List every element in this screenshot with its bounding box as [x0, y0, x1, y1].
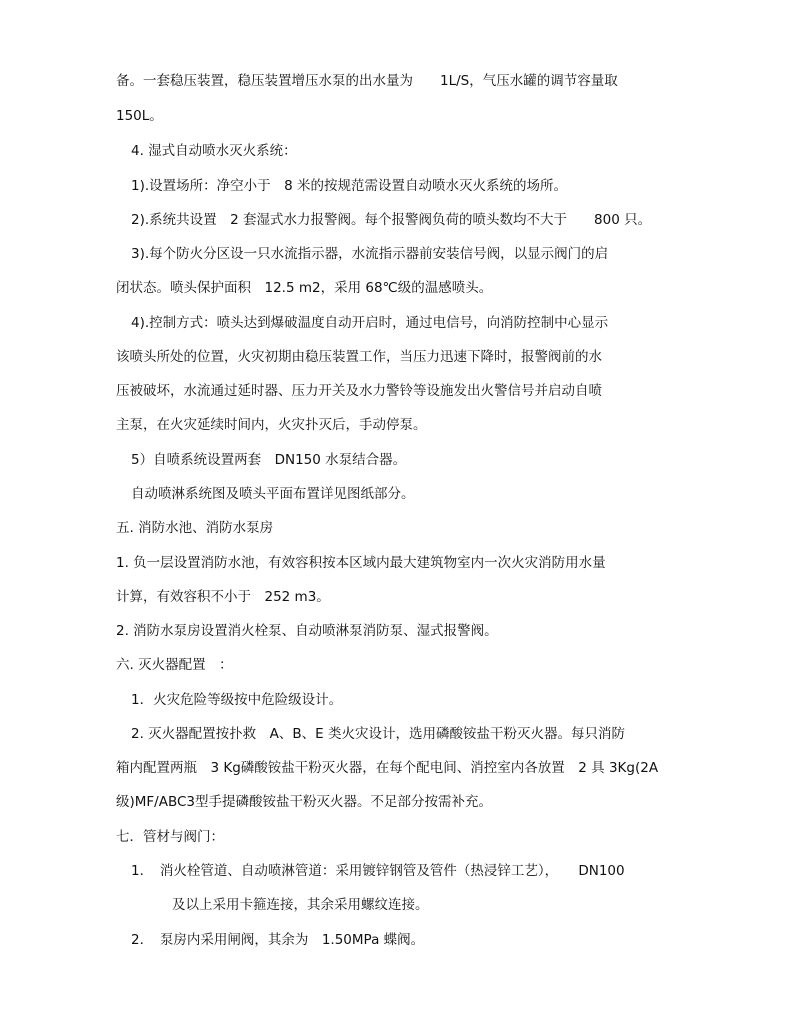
- section-heading: 七．管材与阀门：: [116, 829, 224, 845]
- text-line: 1. 负一层设置消防水池，有效容积按本区域内最大建筑物室内一次火灾消防用水量: [116, 555, 606, 571]
- text-line: 自动喷淋系统图及喷头平面布置详见图纸部分。: [131, 486, 415, 502]
- text-line: 1． 消火栓管道、自动喷淋管道：采用镀锌钢管及管件（热浸锌工艺）， DN100: [131, 863, 625, 879]
- text-line: 1．火灾危险等级按中危险级设计。: [131, 692, 343, 708]
- text-line: 2． 泵房内采用闸阀，其余为 1.50MPa 蝶阀。: [131, 932, 425, 948]
- text-line: 该喷头所处的位置，火灾初期由稳压装置工作，当压力迅速下降时，报警阀前的水: [116, 349, 602, 365]
- text-line: 2. 消防水泵房设置消火栓泵、自动喷淋泵消防泵、湿式报警阀。: [116, 623, 498, 639]
- text-line: 箱内配置两瓶 3 Kg磷酸铵盐干粉灭火器，在每个配电间、消控室内各放置 2 具 3Kg(2A: [116, 760, 659, 776]
- text-line: 计算，有效容积不小于 252 m3。: [116, 589, 330, 605]
- text-line: 1).设置场所：净空小于 8 米的按规范需设置自动喷水灭火系统的场所。: [131, 178, 568, 194]
- section-heading: 五. 消防水池、消防水泵房: [116, 520, 274, 536]
- text-line: 主泵，在火灾延续时间内，火灾扑灭后，手动停泵。: [116, 417, 427, 433]
- section-heading: 4. 湿式自动喷水灭火系统：: [131, 143, 297, 159]
- text-line: 压被破坏，水流通过延时器、压力开关及水力警铃等设施发出火警信号并启动自喷: [116, 383, 602, 399]
- text-line: 3).每个防火分区设一只水流指示器，水流指示器前安装信号阀，以显示阀门的启: [131, 246, 609, 262]
- section-heading: 六. 灭火器配置 ：: [116, 657, 233, 673]
- text-line: 150L。: [116, 108, 163, 124]
- text-line: 2).系统共设置 2 套湿式水力报警阀。每个报警阀负荷的喷头数均不大于 800 只。: [131, 212, 652, 228]
- text-line: 及以上采用卡箍连接，其余采用螺纹连接。: [172, 897, 429, 913]
- text-line: 2. 灭火器配置按扑救 A、B、E 类火灾设计，选用磷酸铵盐干粉灭火器。每只消防: [131, 726, 625, 742]
- text-line: 4).控制方式：喷头达到爆破温度自动开启时，通过电信号，向消防控制中心显示: [131, 315, 609, 331]
- text-line: 闭状态。喷头保护面积 12.5 m2，采用 68℃级的温感喷头。: [116, 280, 493, 296]
- text-line: 备。一套稳压装置，稳压装置增压水泵的出水量为 1L/S，气压水罐的调节容量取: [116, 73, 618, 89]
- text-line: 5）自喷系统设置两套 DN150 水泵结合器。: [131, 452, 407, 468]
- text-line: 级)MF/ABC3型手提磷酸铵盐干粉灭火器。不足部分按需补充。: [116, 794, 493, 810]
